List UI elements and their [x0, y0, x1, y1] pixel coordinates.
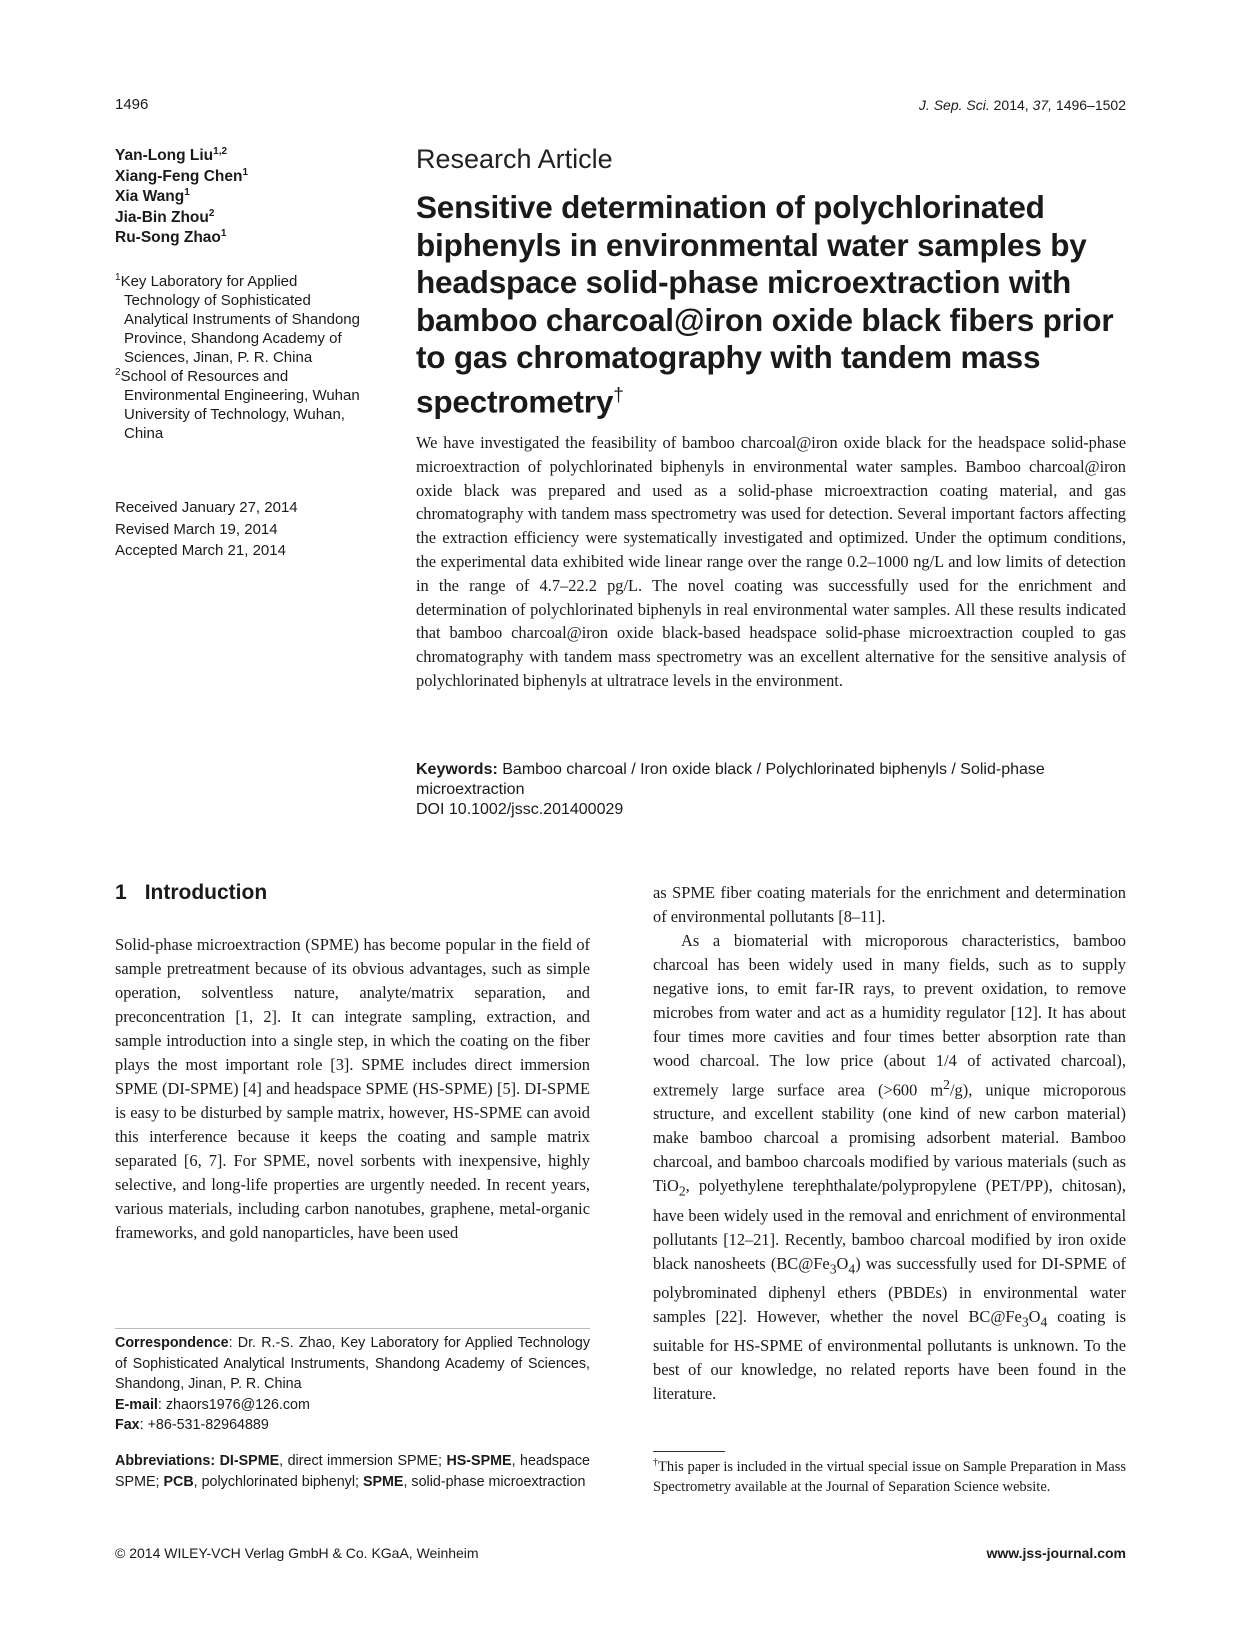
journal-abbrev: J. Sep. Sci.: [918, 97, 990, 113]
title-footnote-mark: †: [613, 384, 624, 406]
journal-year: 2014,: [993, 97, 1029, 113]
copyright: © 2014 WILEY-VCH Verlag GmbH & Co. KGaA, Weinheim: [115, 1545, 479, 1561]
revised-date: Revised March 19, 2014: [115, 520, 278, 538]
journal-volume: 37,: [1032, 97, 1053, 113]
doi: DOI 10.1002/jssc.201400029: [416, 801, 624, 818]
article-dates: [115, 497, 298, 562]
received-date: Received January 27, 2014: [115, 499, 298, 516]
intro-left-column: [115, 933, 590, 1245]
email-address: : zhaors1976@126.com: [157, 1396, 310, 1413]
affiliations: [115, 272, 373, 443]
author: Jia-Bin Zhou$^2$: [115, 207, 215, 226]
footnote-divider: [115, 1328, 590, 1329]
author: Yan-Long Liu$^{1,2}$: [115, 145, 228, 164]
intro-paragraph-continued: as SPME fiber coating materials for the enrichment and determination of environmental pollutants [8–11].: [653, 883, 1126, 926]
keywords-block: [416, 760, 1126, 820]
keywords-label: Keywords:: [416, 761, 498, 778]
author: Xiang-Feng Chen$^1$: [115, 166, 249, 185]
author: Ru-Song Zhao$^1$: [115, 227, 227, 246]
intro-paragraph: Solid-phase microextraction (SPME) has become popular in the field of sample pretreatment because of its obvious advantages, such as simple operation, solventless nature, analyte/matrix separation, and preconcentration [1, 2]. It can integrate sampling, extraction, and sample introduction into a single step, in which the coating on the fiber plays the most important role [3]. SPME includes direct immersion SPME (DI-SPME) [4] and headspace SPME (HS-SPME) [5]. DI-SPME is easy to be disturbed by sample matrix, however, HS-SPME can avoid this interference because it keeps the coating and sample matrix separated [6, 7]. For SPME, novel sorbents with inexpensive, highly selective, and long-life properties are urgently needed. In recent years, various materials, including carbon nanotubes, graphene, metal-organic frameworks, and gold nanoparticles, have been used: [115, 935, 590, 1242]
author: Xia Wang$^1$: [115, 186, 190, 205]
footnote-divider: [653, 1451, 725, 1452]
keywords-text: Bamboo charcoal / Iron oxide black / Polychlorinated biphenyls / Solid-phase microextraction: [416, 761, 1045, 798]
author-list: [115, 146, 248, 249]
affiliation: $^2$School of Resources and Environmental Engineering, Wuhan University of Technology, Wuhan, China: [115, 367, 360, 442]
article-type: Research Article: [416, 144, 613, 174]
journal-pages: 1496–1502: [1055, 97, 1126, 113]
abstract: We have investigated the feasibility of bamboo charcoal@iron oxide black for the headspace solid-phase microextraction of polychlorinated biphenyls in environmental water samples. Bamboo charcoal@iron oxide black was prepared and used as a solid-phase microextraction coating material, and gas chromatography with tandem mass spectrometry was used for detection. Several important factors affecting the extraction efficiency were systematically investigated and optimized. Under the optimum conditions, the experimental data exhibited wide linear range over the range 0.2–1000 ng/L and low limits of detection in the range of 4.7–22.2 pg/L. The novel coating was successfully used for the enrichment and determination of polychlorinated biphenyls in real environmental water samples. All these results indicated that bamboo charcoal@iron oxide black-based headspace solid-phase microextraction coupled to gas chromatography with tandem mass spectrometry was an excellent alternative for the sensitive analysis of polychlorinated biphenyls at ultratrace levels in the environment.: [416, 433, 1126, 690]
accepted-date: Accepted March 21, 2014: [115, 542, 286, 559]
running-head: [919, 97, 1126, 113]
title-footnote: †This paper is included in the virtual special issue on Sample Preparation in Mass Spectrometry available at the Journal of Separation Science website.: [653, 1457, 1127, 1495]
affiliation: $^1$Key Laboratory for Applied Technology of Sophisticated Analytical Instruments of Shandong Province, Shandong Academy of Sciences, Jinan, P. R. China: [115, 272, 360, 366]
article-title: Sensitive determination of polychlorinated biphenyls in environmental water samples by headspace solid-phase microextraction with bamboo charcoal@iron oxide black fibers prior to gas chromatography with tandem mass spectrometry†: [416, 189, 1114, 419]
abbreviations-note: Abbreviations: DI-SPME, direct immersion SPME; HS-SPME, headspace SPME; PCB, polychlorinated biphenyl; SPME, solid-phase microextraction: [115, 1453, 590, 1490]
intro-right-column: [653, 881, 1126, 1406]
correspondence-note: Correspondence: Dr. R.-S. Zhao, Key Laboratory for Applied Technology of Sophisticated Analytical Instruments, Shandong Academy of Sciences, Shandong, Jinan, P. R. China E-mail: zhaors1976@126.com Fax: +86-531-82964889: [115, 1335, 590, 1433]
intro-paragraph: As a biomaterial with microporous characteristics, bamboo charcoal has been widely used in many fields, such as to supply negative ions, to emit far-IR rays, to prevent oxidation, to remove microbes from water and act as a humidity regulator [12]. It has about four times more cavities and four times better absorption rate than wood charcoal. The low price (about 1/4 of activated charcoal), extremely large surface area (>600 $m^2/g$), unique microporous structure, and excellent stability (one kind of new carbon material) make bamboo charcoal a promising adsorbent material. Bamboo charcoal, and bamboo charcoals modified by various materials (such as TiO$_2$, polyethylene terephthalate/polypropylene (PET/PP), chitosan), have been widely used in the removal and enrichment of environmental pollutants [12–21]. Recently, bamboo charcoal modified by iron oxide black nanosheets $(BC@Fe_3O_4)$ was successfully used for DI-SPME of polybrominated diphenyl ethers (PBDEs) in environmental water samples [22]. However, whether the novel $BC@Fe_3O_4$ coating is suitable for HS-SPME of environmental pollutants is unknown. To the best of our knowledge, no related reports have been found in the literature.: [653, 931, 1127, 1404]
journal-url[interactable]: www.jss-journal.com: [986, 1545, 1126, 1561]
section-heading: 1 Introduction: [115, 881, 268, 904]
page-number: 1496: [115, 96, 149, 113]
